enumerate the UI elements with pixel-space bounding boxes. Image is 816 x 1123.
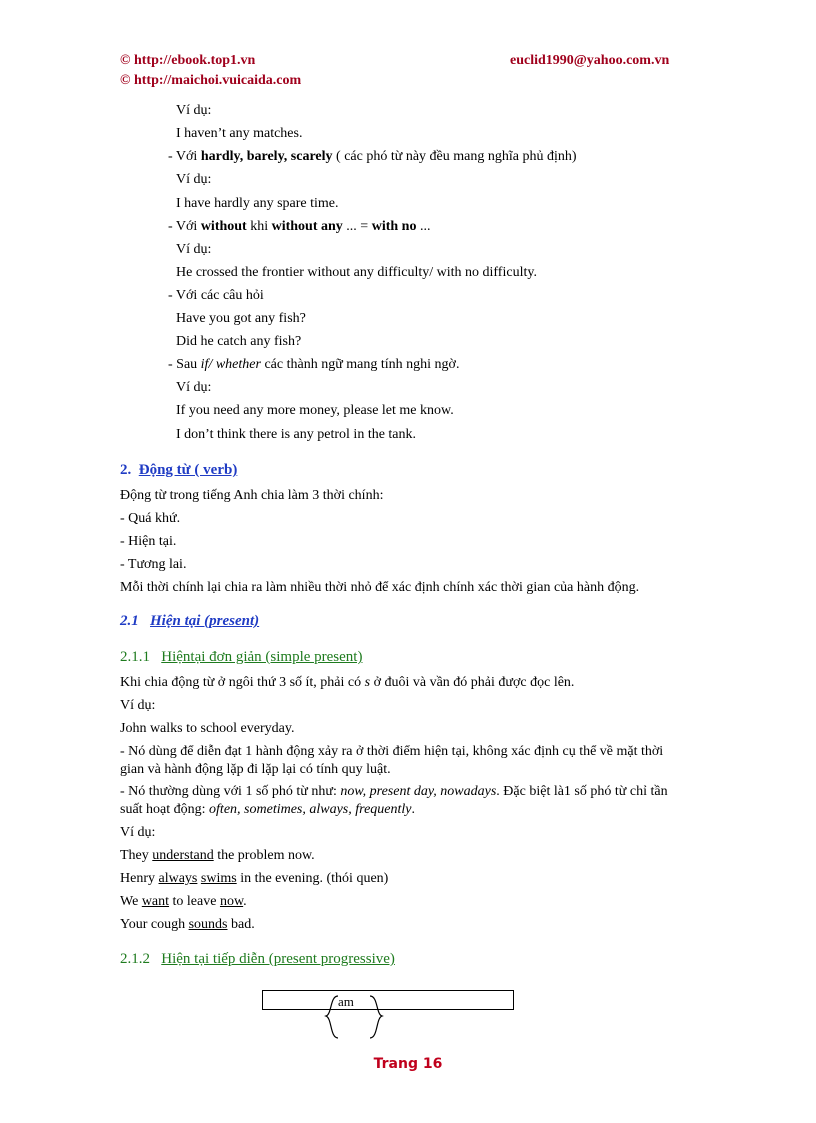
section-heading-present-progressive[interactable]: 2.1.2 Hiện tại tiếp diễn (present progressive) [120,951,395,967]
example-sentence: I haven’t any matches. [176,126,303,141]
paragraph: Khi chia động từ ở ngôi thứ 3 số ít, phải có s ở đuôi và vần đó phải được đọc lên. [120,675,575,690]
header-site-link-2[interactable]: © http://maichoi.vuicaida.com [120,73,302,88]
example-sentence: Your cough sounds bad. [120,917,255,932]
rule-questions: - Với các câu hỏi [168,288,264,303]
list-item: - Hiện tại. [120,534,177,549]
example-sentence: They understand the problem now. [120,848,315,863]
example-label: Ví dụ: [120,825,156,840]
example-sentence: He crossed the frontier without any difficulty/ with no difficulty. [176,265,537,280]
rule-hardly: - Với hardly, barely, scarely ( các phó từ này đều mang nghĩa phủ định) [168,149,577,164]
header-site-link-1[interactable]: © http://ebook.top1.vn [120,53,256,68]
example-sentence: Have you got any fish? [176,311,306,326]
section-heading-present[interactable]: 2.1 Hiện tại (present) [120,613,260,629]
example-label: Ví dụ: [176,242,212,257]
rule-without: - Với without khi without any ... = with no ... [168,219,431,234]
example-label: Ví dụ: [120,698,156,713]
left-brace-icon [326,996,338,1038]
formula-word: am [338,994,354,1009]
page-number: Trang 16 [373,1056,443,1072]
example-sentence: Did he catch any fish? [176,334,302,349]
example-sentence: We want to leave now. [120,894,247,909]
example-label: Ví dụ: [176,380,212,395]
section-heading-simple-present[interactable]: 2.1.1 Hiệntại đơn giản (simple present) [120,649,363,665]
brace-shapes [320,992,390,1044]
paragraph: Mỗi thời chính lại chia ra làm nhiều thời nhỏ để xác định chính xác thời gian của hành động. [120,580,640,595]
list-item: - Tương lai. [120,557,187,572]
paragraph: - Nó dùng để diễn đạt 1 hành động xảy ra ở thời điểm hiện tại, không xác định cụ thể về mặt thời [120,744,664,759]
header-email[interactable]: euclid1990@yahoo.com.vn [510,53,670,68]
paragraph: Động từ trong tiếng Anh chia làm 3 thời chính: [120,488,384,503]
example-sentence: John walks to school everyday. [120,721,295,736]
section-heading-verb[interactable]: 2. Động từ ( verb) [120,462,238,478]
example-label: Ví dụ: [176,103,212,118]
example-sentence: I don’t think there is any petrol in the tank. [176,427,417,442]
list-item: - Quá khứ. [120,511,181,526]
paragraph: - Nó thường dùng với 1 số phó từ như: now, present day, nowadays. Đặc biệt là1 số phó từ chỉ tần [120,784,668,799]
example-sentence: I have hardly any spare time. [176,196,339,211]
example-label: Ví dụ: [176,172,212,187]
paragraph: suất hoạt động: often, sometimes, always, frequently. [120,802,415,817]
rule-if-whether: - Sau if/ whether các thành ngữ mang tính nghi ngờ. [168,357,460,372]
right-brace-icon [370,996,382,1038]
example-sentence: If you need any more money, please let me know. [176,403,454,418]
example-sentence: Henry always swims in the evening. (thói quen) [120,871,389,886]
paragraph: gian và hành động lặp đi lặp lại có tính quy luật. [120,762,391,777]
